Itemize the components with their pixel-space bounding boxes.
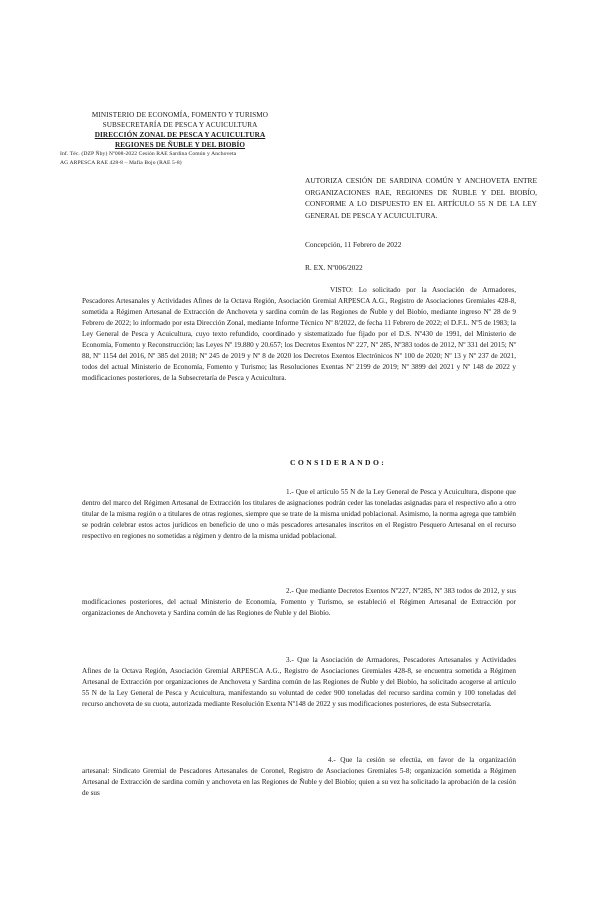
place-date: Concepción, 11 Febrero de 2022	[305, 240, 402, 249]
header-ministry: MINISTERIO DE ECONOMÍA, FOMENTO Y TURISMO	[91, 111, 269, 119]
header-reference-1: Inf. Téc. (DZP Ñby) Nº008-2022 Cesión RAE Sardina Común y Anchoveta	[60, 151, 237, 157]
considerando-4: 4.- Que la cesión se efectúa, en favor de la organización artesanal: Sindicato Gremial de Pescadores Artesanales de Coronel, Registro de Asociaciones Gremiales 5-8; organización sometida a Régimen Artesanal de Extracción de sardina común y anchoveta en las Regiones de Ñuble y del Biobío; quien a su vez ha solicitado la aprobación de la cesión de sus	[82, 756, 516, 797]
considerando-2: 2.- Que mediante Decretos Exentos Nº227, Nº285, Nº 383 todos de 2012, y sus modificaciones posteriores, del actual Ministerio de Economía, Fomento y Turismo, se estableció el Régimen Artesanal de Extracción por organizaciones de Anchoveta y Sardina común de las Regiones de Ñuble y del Biobío.	[82, 587, 516, 617]
letterhead	[60, 110, 300, 167]
header-regions: REGIONES DE ÑUBLE Y DEL BIOBÍO	[114, 141, 246, 149]
considerando-heading: CONSIDERANDO:	[290, 458, 387, 467]
header-direction: DIRECCIÓN ZONAL DE PESCA Y ACUICULTURA	[94, 131, 266, 139]
considerando-1: 1.- Que el artículo 55 N de la Ley General de Pesca y Acuicultura, dispone que dentro del marco del Régimen Artesanal de Extracción los titulares de asignaciones podrán ceder las toneladas asignadas para el respectivo año a otro titular de la misma región o a titulares de otras regiones, siempre que se trate de la misma unidad poblacional. Asimismo, la norma agrega que también se podrán celebrar estos actos jurídicos en beneficio de uno o más pescadores artesanales inscritos en el Registro Pesquero Artesanal en el recurso respectivo en regiones no sometidas a régimen y dentro de la misma unidad poblacional.	[82, 488, 516, 540]
header-subsecretariat: SUBSECRETARÍA DE PESCA Y ACUICULTURA	[102, 121, 258, 129]
header-reference-2: AG ARPESCA RAE 428-8 – Mafia Bojo (RAE 5-8)	[60, 159, 182, 166]
resolution-number: R. EX. Nº006/2022	[305, 263, 363, 272]
visto-paragraph: VISTO: Lo solicitado por la Asociación de Armadores, Pescadores Artesanales y Actividades Afines de la Octava Región, Asociación Gremial ARPESCA A.G., Registro de Asociaciones Gremiales 428-8, sometida a Régimen Artesanal de Extracción de Anchoveta y sardina común de las Regiones de Ñuble y del Biobío, mediante ingreso Nº 28 de 9 Febrero de 2022; lo informado por esta Dirección Zonal, mediante Informe Técnico Nº 8/2022, de fecha 11 Febrero de 2022; el D.F.L. Nº5 de 1983; la Ley General de Pesca y Acuicultura, cuyo texto refundido, coordinado y sistematizado fue fijado por el D.S. Nº430 de 1991, del Ministerio de Economía, Fomento y Reconstrucción; las Leyes Nº 19.880 y 20.657; los Decretos Exentos Nº 227, Nº 285, Nº383 todos de 2012, Nº 331 del 2015; Nº 88, Nº 1154 del 2016, Nº 385 del 2018; Nº 245 de 2019 y Nº 8 de 2020 los Decretos Exentos Electrónicos Nº 100 de 2020; Nº 13 y Nº 237 de 2021, todos del actual Ministerio de Economía, Fomento y Turismo; las Resoluciones Exentas Nº 2199 de 2019; Nº 3899 del 2021 y Nº 148 de 2022 y modificaciones posteriores, de la Subsecretaría de Pesca y Acuicultura.	[82, 286, 516, 382]
considerando-3: 3.- Que la Asociación de Armadores, Pescadores Artesanales y Actividades Afines de la Octava Región, Asociación Gremial ARPESCA A.G., Registro de Asociaciones Gremiales 428-8, se encuentra sometida a Régimen Artesanal de Extracción por organizaciones de Anchoveta y Sardina común de las Regiones de Ñuble y del Biobío, ha solicitado acogerse al artículo 55 N de la Ley General de Pesca y Acuicultura, manifestando su voluntad de ceder 900 toneladas del recurso sardina común y 100 toneladas del recurso anchoveta de su cuota, autorizada mediante Resolución Exenta Nº148 de 2022 y sus modificaciones posteriores, de esta Subsecretaría.	[82, 656, 516, 708]
resolution-title: AUTORIZA CESIÓN DE SARDINA COMÚN Y ANCHOVETA ENTRE ORGANIZACIONES RAE, REGIONES DE ÑUBLE Y DEL BIOBÍO, CONFORME A LO DISPUESTO EN EL ARTÍCULO 55 N DE LA LEY GENERAL DE PESCA Y ACUICULTURA.	[305, 176, 537, 220]
